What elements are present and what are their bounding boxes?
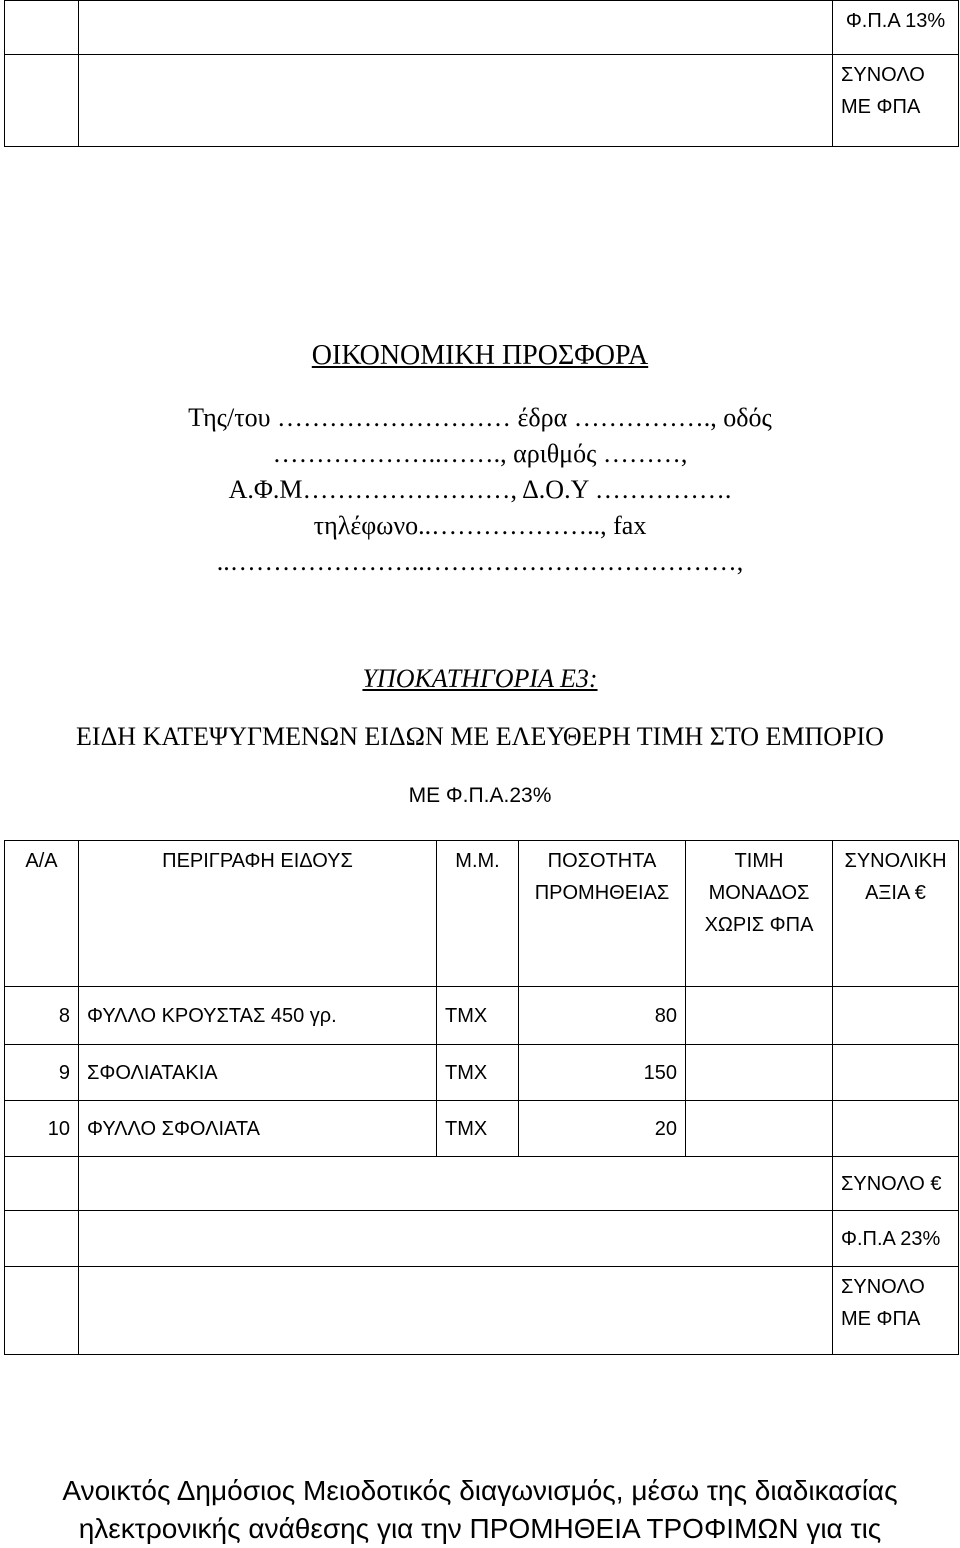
table-row <box>5 1 959 55</box>
item-aa: 10 <box>5 1101 79 1157</box>
table-row <box>5 55 959 147</box>
top-summary-table <box>4 0 959 147</box>
item-unit-price <box>686 987 833 1045</box>
summary-row <box>5 1267 959 1355</box>
item-unit: ΤΜΧ <box>437 1101 519 1157</box>
vat-13-label: Φ.Π.Α 13% <box>833 1 959 55</box>
item-total <box>833 1101 959 1157</box>
item-total <box>833 987 959 1045</box>
table-row <box>5 1045 959 1101</box>
header-quantity: ΠΟΣΟΤΗΤΑ ΠΡΟΜΗΘΕΙΑΣ <box>519 841 686 987</box>
table-header-row <box>5 841 959 987</box>
subcategory-vat: ΜΕ Φ.Π.Α.23% <box>408 784 552 807</box>
item-description: ΣΦΟΛΙΑΤΑΚΙΑ <box>79 1045 437 1101</box>
header-aa: Α/Α <box>5 841 79 987</box>
summary-row <box>5 1157 959 1211</box>
table-row <box>5 987 959 1045</box>
offer-line-4: τηλέφωνο..……………….., fax <box>313 511 647 540</box>
footer-line-2: ηλεκτρονικής ανάθεσης για την ΠΡΟΜΗΘΕΙΑ ΤΡΟΦΙΜΩΝ για τις <box>78 1513 882 1544</box>
subcategory-label: ΥΠΟΚΑΤΗΓΟΡΙΑ Ε3: <box>362 664 598 693</box>
item-quantity: 80 <box>519 987 686 1045</box>
item-unit: ΤΜΧ <box>437 987 519 1045</box>
header-unit: Μ.Μ. <box>437 841 519 987</box>
header-unit-price: ΤΙΜΗ ΜΟΝΑΔΟΣ ΧΩΡΙΣ ΦΠΑ <box>686 841 833 987</box>
item-aa: 8 <box>5 987 79 1045</box>
item-quantity: 150 <box>519 1045 686 1101</box>
header-description: ΠΕΡΙΓΡΑΦΗ ΕΙΔΟΥΣ <box>79 841 437 987</box>
offer-line-3: Α.Φ.Μ……………………, Δ.Ο.Υ ……………. <box>228 475 732 504</box>
summary-total-label: ΣΥΝΟΛΟ € <box>833 1157 959 1211</box>
offer-line-2: ………………..……., αριθμός ………, <box>272 439 688 468</box>
offer-line-1: Της/του ……………………… έδρα ……………., οδός <box>188 403 772 432</box>
items-table <box>4 840 959 1355</box>
summary-row <box>5 1211 959 1267</box>
item-aa: 9 <box>5 1045 79 1101</box>
item-unit-price <box>686 1045 833 1101</box>
item-unit-price <box>686 1101 833 1157</box>
summary-total-with-vat-label: ΣΥΝΟΛΟ ΜΕ ΦΠΑ <box>833 1267 959 1355</box>
summary-vat-label: Φ.Π.Α 23% <box>833 1211 959 1267</box>
total-with-vat-label: ΣΥΝΟΛΟ ΜΕ ΦΠΑ <box>833 55 959 147</box>
offer-heading-block <box>0 340 960 580</box>
header-total: ΣΥΝΟΛΙΚΗ ΑΞΙΑ € <box>833 841 959 987</box>
subcategory-description: ΕΙΔΗ ΚΑΤΕΨΥΓΜΕΝΩΝ ΕΙΔΩΝ ΜΕ ΕΛΕΥΘΕΡΗ ΤΙΜΗ ΣΤΟ ΕΜΠΟΡΙΟ <box>76 722 884 751</box>
offer-line-5: ..…………………..………………………………, <box>216 547 744 576</box>
table-row <box>5 1101 959 1157</box>
item-description: ΦΥΛΛΟ ΚΡΟΥΣΤΑΣ 450 γρ. <box>79 987 437 1045</box>
footer-line-1: Ανοικτός Δημόσιος Μειοδοτικός διαγωνισμός, μέσω της διαδικασίας <box>62 1475 898 1506</box>
item-quantity: 20 <box>519 1101 686 1157</box>
item-total <box>833 1045 959 1101</box>
item-description: ΦΥΛΛΟ ΣΦΟΛΙΑΤΑ <box>79 1101 437 1157</box>
item-unit: ΤΜΧ <box>437 1045 519 1101</box>
offer-title: ΟΙΚΟΝΟΜΙΚΗ ΠΡΟΣΦΟΡΑ <box>311 340 649 371</box>
